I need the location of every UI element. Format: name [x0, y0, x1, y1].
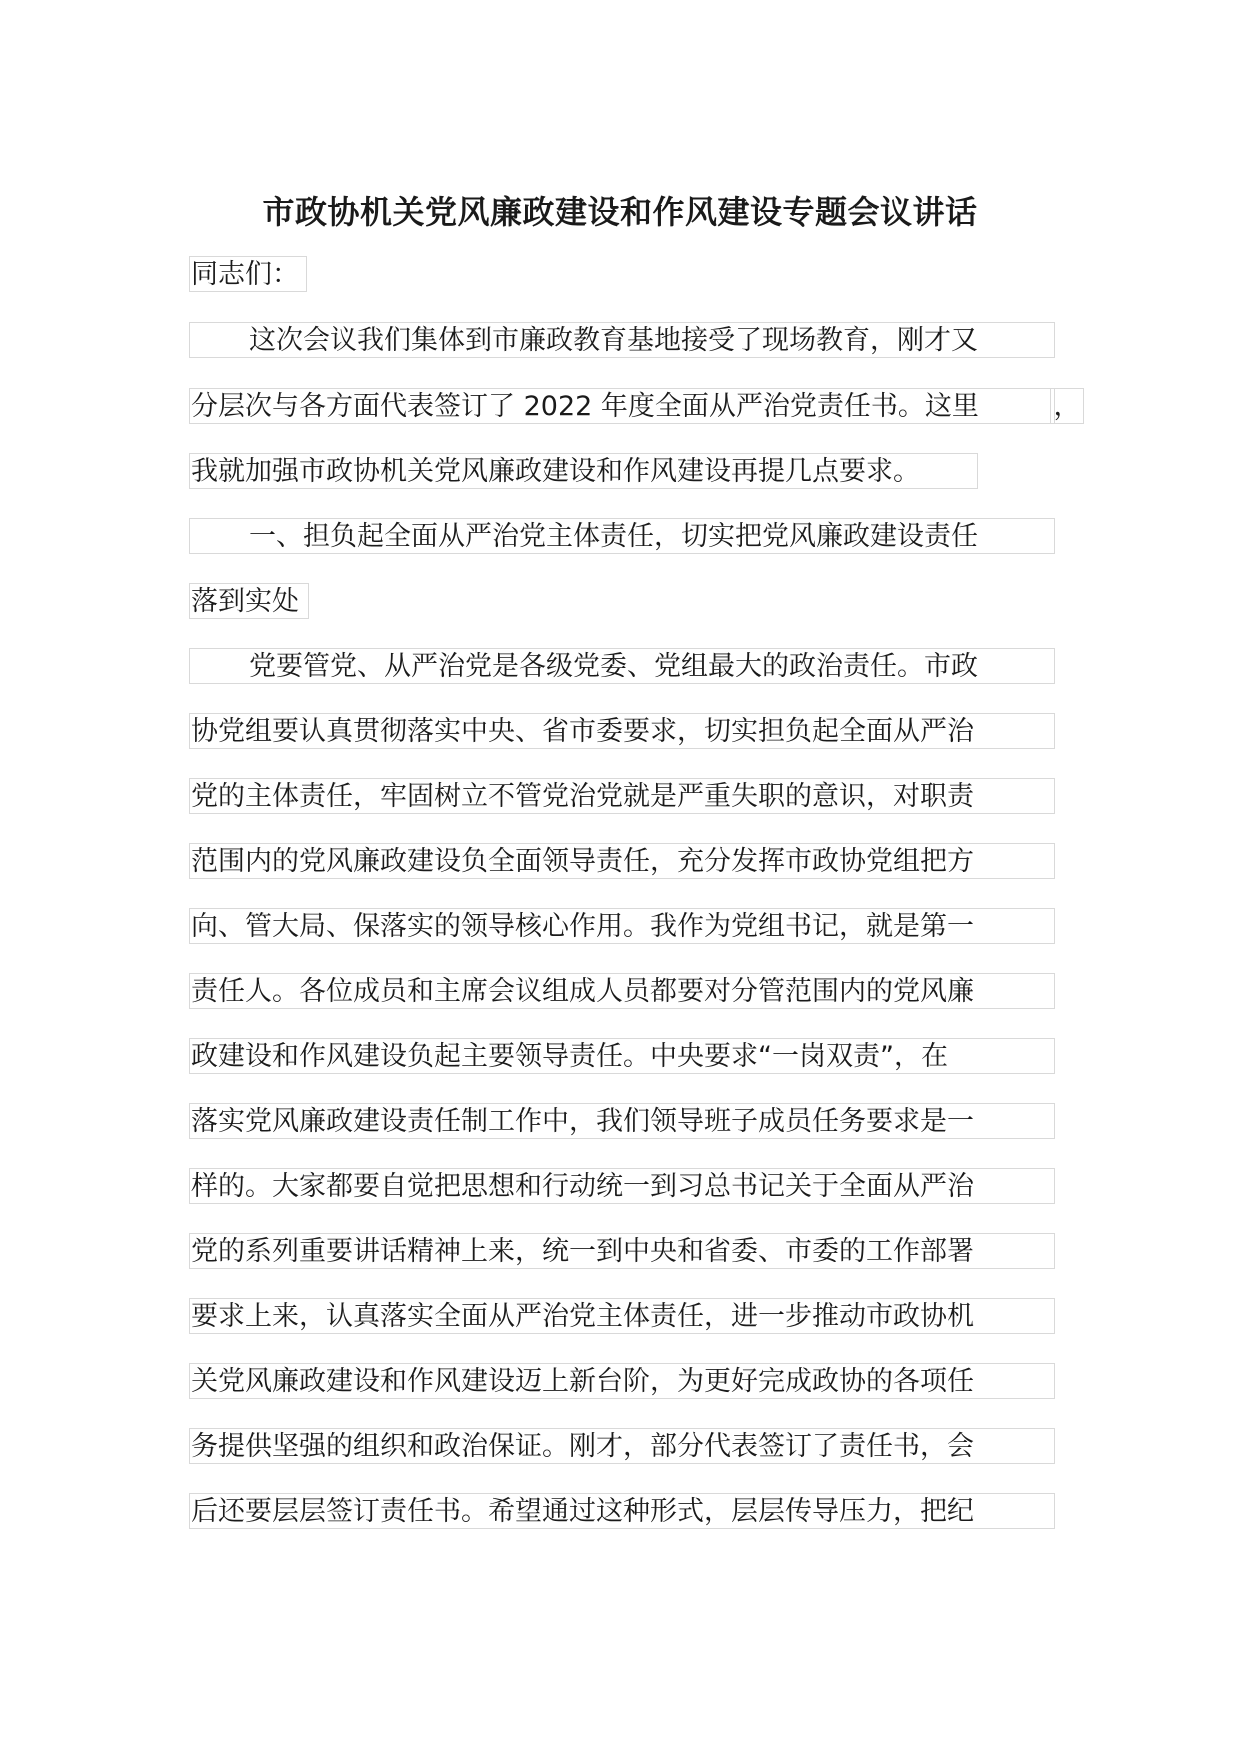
line-text: 责任人。各位成员和主席会议组成人员都要对分管范围内的党风廉: [191, 976, 974, 1007]
text-line: [189, 322, 1055, 358]
document-title: 市政协机关党风廉政建设和作风建设专题会议讲话: [262, 193, 978, 231]
line-text: 务提供坚强的组织和政治保证。刚才，部分代表签订了责任书，会: [191, 1431, 974, 1462]
text-line: [189, 1298, 1055, 1334]
salutation: 同志们：: [189, 256, 307, 292]
text-line: [189, 973, 1055, 1009]
text-line: [189, 453, 978, 489]
text-line: [189, 713, 1055, 749]
line-text: 分层次与各方面代表签订了 2022 年度全面从严治党责任书。这里: [191, 391, 979, 422]
text-line: [189, 1103, 1055, 1139]
text-line: [189, 388, 1055, 424]
text-line: [189, 1233, 1055, 1269]
line-text: 关党风廉政建设和作风建设迈上新台阶，为更好完成政协的各项任: [191, 1366, 974, 1397]
text-line: [189, 1428, 1055, 1464]
line-text: 后还要层层签订责任书。希望通过这种形式，层层传导压力，把纪: [191, 1496, 974, 1527]
trailing-punctuation: ，: [1050, 388, 1084, 424]
line-text: 一、担负起全面从严治党主体责任，切实把党风廉政建设责任: [249, 521, 978, 552]
line-text: 要求上来，认真落实全面从严治党主体责任，进一步推动市政协机: [191, 1301, 974, 1332]
text-line: [189, 843, 1055, 879]
line-text: 协党组要认真贯彻落实中央、省市委要求，切实担负起全面从严治: [191, 716, 974, 747]
line-text: 落实党风廉政建设责任制工作中，我们领导班子成员任务要求是一: [191, 1106, 974, 1137]
line-text: 党的主体责任，牢固树立不管党治党就是严重失职的意识，对职责: [191, 781, 974, 812]
text-line: [189, 1493, 1055, 1529]
line-text: 样的。大家都要自觉把思想和行动统一到习总书记关于全面从严治: [191, 1171, 974, 1202]
text-line: [189, 648, 1055, 684]
line-text: 我就加强市政协机关党风廉政建设和作风建设再提几点要求。: [191, 456, 920, 487]
line-text: 向、管大局、保落实的领导核心作用。我作为党组书记，就是第一: [191, 911, 974, 942]
line-text: 政建设和作风建设负起主要领导责任。中央要求“一岗双责”，在: [191, 1041, 948, 1072]
text-line: [189, 1168, 1055, 1204]
section-heading-line: [189, 518, 1055, 554]
line-text: 党的系列重要讲话精神上来，统一到中央和省委、市委的工作部署: [191, 1236, 974, 1267]
section-heading-line: [189, 583, 309, 619]
line-text: 范围内的党风廉政建设负全面领导责任，充分发挥市政协党组把方: [191, 846, 974, 877]
text-line: [189, 1038, 1055, 1074]
line-text: 落到实处: [191, 586, 299, 617]
text-line: [189, 908, 1055, 944]
line-text: 党要管党、从严治党是各级党委、党组最大的政治责任。市政: [249, 651, 978, 682]
line-text: 这次会议我们集体到市廉政教育基地接受了现场教育，刚才又: [249, 325, 978, 356]
text-line: [189, 778, 1055, 814]
text-line: [189, 1363, 1055, 1399]
